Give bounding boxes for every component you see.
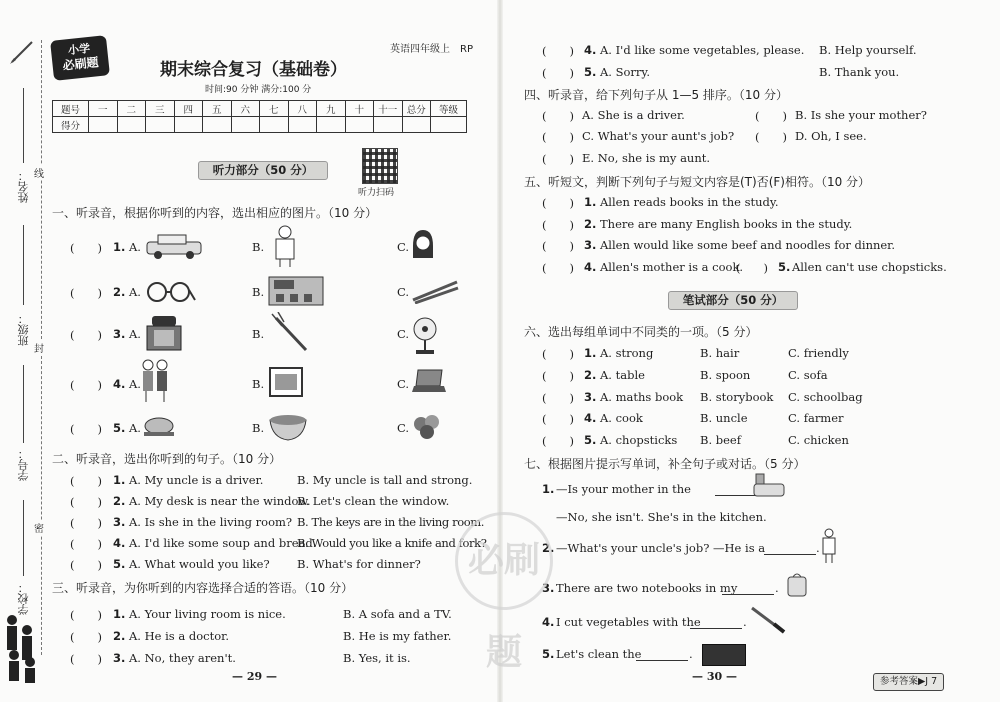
answer-bracket[interactable]: ( ) bbox=[542, 347, 574, 361]
option-b: B. Help yourself. bbox=[819, 43, 917, 57]
qr-code-icon[interactable] bbox=[362, 148, 398, 184]
question-number: 3. bbox=[113, 515, 126, 529]
option-c-label: C. bbox=[397, 421, 410, 435]
score-input-cell[interactable] bbox=[203, 117, 232, 133]
score-input-cell[interactable] bbox=[402, 117, 431, 133]
logo-text-2: 必刷题 bbox=[61, 55, 100, 73]
option-b-label: B. bbox=[252, 240, 265, 254]
vegetables-icon[interactable] bbox=[412, 412, 442, 440]
option-b: B. My uncle is tall and strong. bbox=[297, 473, 473, 487]
computer-icon[interactable] bbox=[412, 368, 446, 394]
option-b: B. What's for dinner? bbox=[297, 557, 421, 571]
word-c: C. sofa bbox=[788, 368, 828, 382]
word-a: A. maths book bbox=[600, 390, 684, 404]
schoolbag-icon bbox=[785, 570, 809, 598]
section-3-title: 三、听录音，为你听到的内容选择合适的答语。（10 分） bbox=[52, 581, 354, 595]
answer-key-tag[interactable]: 参考答案▶J 7 bbox=[873, 673, 944, 691]
tf-statement: Allen reads books in the study. bbox=[600, 195, 779, 209]
option-b: B. Yes, it is. bbox=[343, 651, 411, 665]
option-a: A. No, they aren't. bbox=[129, 651, 236, 665]
option-a-label: A. bbox=[129, 327, 141, 341]
score-table-header-row bbox=[53, 101, 467, 117]
option-b-label: B. bbox=[252, 421, 265, 435]
question-number: 4. bbox=[542, 615, 555, 629]
option-b: B. He is my father. bbox=[343, 629, 452, 643]
score-input-cell[interactable] bbox=[146, 117, 175, 133]
score-input-cell[interactable] bbox=[431, 117, 467, 133]
answer-bracket[interactable]: ( ) bbox=[755, 109, 787, 123]
fill-suffix: . bbox=[816, 541, 820, 555]
section-5-title: 五、听短文，判断下列句子与短文内容是(T)否(F)相符。（10 分） bbox=[524, 175, 871, 189]
question-number: 1. bbox=[542, 482, 555, 496]
question-number: 2. bbox=[584, 368, 597, 382]
question-number: 3. bbox=[584, 390, 597, 404]
score-input-cell[interactable] bbox=[345, 117, 374, 133]
option-a: A. I'd like some soup and bread. bbox=[129, 536, 317, 550]
answer-bracket[interactable]: ( ) bbox=[70, 630, 102, 644]
answer-bracket[interactable]: ( ) bbox=[542, 261, 574, 275]
phone-icon[interactable] bbox=[144, 314, 184, 352]
answer-bracket[interactable]: ( ) bbox=[70, 328, 102, 342]
score-cell: 七 bbox=[260, 101, 289, 117]
sentence-b: B. Is she your mother? bbox=[795, 108, 927, 122]
section-7-title: 七、根据图片提示写单词，补全句子或对话。（5 分） bbox=[524, 457, 806, 471]
fill-prompt: —Is your mother in the bbox=[556, 482, 691, 496]
fill-blank[interactable] bbox=[722, 594, 774, 595]
word-a: A. chopsticks bbox=[600, 433, 678, 447]
fill-suffix: . bbox=[743, 615, 747, 629]
answer-bracket[interactable]: ( ) bbox=[70, 422, 102, 436]
chicken-icon[interactable] bbox=[142, 414, 176, 438]
class-blank[interactable] bbox=[23, 225, 24, 305]
option-a-label: A. bbox=[129, 377, 141, 391]
score-input-cell[interactable] bbox=[374, 117, 403, 133]
section-4-title: 四、听录音，给下列句子从 1—5 排序。（10 分） bbox=[524, 88, 788, 102]
fill-blank[interactable] bbox=[636, 660, 688, 661]
option-b: B. Let's clean the window. bbox=[297, 494, 450, 508]
sentence-c: C. What's your aunt's job? bbox=[582, 129, 735, 143]
tf-statement: Allen can't use chopsticks. bbox=[792, 260, 947, 274]
question-number: 1. bbox=[584, 195, 597, 209]
section-2-title: 二、听录音，选出你听到的句子。（10 分） bbox=[52, 452, 282, 466]
score-cell: 等级 bbox=[431, 101, 467, 117]
question-number: 5. bbox=[542, 647, 555, 661]
classroom-icon[interactable] bbox=[268, 276, 324, 306]
answer-bracket[interactable]: ( ) bbox=[542, 66, 574, 80]
answer-bracket[interactable]: ( ) bbox=[542, 412, 574, 426]
school-blank[interactable] bbox=[23, 500, 24, 576]
word-c: C. farmer bbox=[788, 411, 844, 425]
watermark-seal: 必刷题 bbox=[455, 512, 553, 610]
brand-logo bbox=[50, 35, 110, 81]
option-a: A. Your living room is nice. bbox=[129, 607, 286, 621]
word-a: A. cook bbox=[600, 411, 643, 425]
option-c-label: C. bbox=[397, 377, 410, 391]
doctor-icon bbox=[820, 528, 838, 564]
fork-icon[interactable] bbox=[268, 312, 310, 354]
question-number: 5. bbox=[113, 557, 126, 571]
question-number: 1. bbox=[113, 240, 126, 254]
option-a-label: A. bbox=[129, 240, 141, 254]
answer-bracket[interactable]: ( ) bbox=[542, 391, 574, 405]
answer-bracket[interactable]: ( ) bbox=[70, 286, 102, 300]
option-b: B. Would you like a knife and fork? bbox=[297, 536, 487, 550]
score-cell: 题号 bbox=[53, 101, 89, 117]
name-blank[interactable] bbox=[23, 88, 24, 163]
word-c: C. schoolbag bbox=[788, 390, 863, 404]
score-cell: 十 bbox=[345, 101, 374, 117]
score-table bbox=[52, 100, 467, 133]
answer-bracket[interactable]: ( ) bbox=[542, 130, 574, 144]
score-cell: 一 bbox=[89, 101, 118, 117]
score-cell: 五 bbox=[203, 101, 232, 117]
question-number: 5. bbox=[584, 65, 597, 79]
word-a: A. table bbox=[600, 368, 645, 382]
sentence-e: E. No, she is my aunt. bbox=[582, 151, 711, 165]
answer-bracket[interactable]: ( ) bbox=[70, 378, 102, 392]
student-id-blank[interactable] bbox=[23, 365, 24, 443]
answer-bracket[interactable]: ( ) bbox=[542, 434, 574, 448]
answer-bracket[interactable]: ( ) bbox=[70, 608, 102, 622]
chopsticks-icon[interactable] bbox=[410, 278, 460, 304]
answer-bracket[interactable]: ( ) bbox=[70, 474, 102, 488]
knife-icon bbox=[748, 604, 788, 636]
option-a: A. He is a doctor. bbox=[129, 629, 230, 643]
answer-bracket[interactable]: ( ) bbox=[542, 44, 574, 58]
score-cell: 十一 bbox=[374, 101, 403, 117]
option-a: A. I'd like some vegetables, please. bbox=[600, 43, 805, 57]
glasses-icon[interactable] bbox=[144, 280, 196, 304]
sentence-d: D. Oh, I see. bbox=[795, 129, 867, 143]
word-b: B. spoon bbox=[700, 368, 751, 382]
fill-prompt: There are two notebooks in my bbox=[556, 581, 738, 595]
word-b: B. uncle bbox=[700, 411, 748, 425]
right-page-number: — 30 — bbox=[692, 670, 737, 683]
question-number: 1. bbox=[113, 607, 126, 621]
question-number: 4. bbox=[584, 43, 597, 57]
couple-icon[interactable] bbox=[140, 358, 170, 404]
score-input-cell[interactable] bbox=[288, 117, 317, 133]
option-b: B. Thank you. bbox=[819, 65, 900, 79]
score-cell: 八 bbox=[288, 101, 317, 117]
fill-prompt: I cut vegetables with the bbox=[556, 615, 701, 629]
option-a: A. My desk is near the window. bbox=[129, 494, 311, 508]
blackboard-icon bbox=[702, 644, 746, 666]
tf-statement: There are many English books in the study. bbox=[600, 217, 853, 231]
option-c-label: C. bbox=[397, 327, 410, 341]
word-b: B. hair bbox=[700, 346, 740, 360]
question-number: 4. bbox=[584, 260, 597, 274]
binding-mark-seal: 封 bbox=[34, 340, 44, 355]
option-a: A. What would you like? bbox=[129, 557, 270, 571]
score-cell: 六 bbox=[231, 101, 260, 117]
word-a: A. strong bbox=[600, 346, 654, 360]
question-number: 2. bbox=[584, 217, 597, 231]
bathroom-icon bbox=[752, 470, 786, 500]
answer-bracket[interactable]: ( ) bbox=[70, 537, 102, 551]
option-b: B. The keys are in the living room. bbox=[297, 515, 485, 529]
answer-bracket[interactable]: ( ) bbox=[542, 152, 574, 166]
score-row-label: 得分 bbox=[53, 117, 89, 133]
fill-blank[interactable] bbox=[690, 628, 742, 629]
score-cell: 二 bbox=[117, 101, 146, 117]
score-cell: 三 bbox=[146, 101, 175, 117]
question-number: 2. bbox=[113, 285, 126, 299]
answer-bracket[interactable]: ( ) bbox=[542, 239, 574, 253]
answer-bracket[interactable]: ( ) bbox=[542, 109, 574, 123]
school-label: 学校： bbox=[17, 582, 30, 615]
option-b: B. A sofa and a TV. bbox=[343, 607, 452, 621]
answer-bracket[interactable]: ( ) bbox=[755, 130, 787, 144]
word-c: C. friendly bbox=[788, 346, 849, 360]
tf-statement: Allen would like some beef and noodles for dinner. bbox=[600, 238, 896, 252]
question-number: 1. bbox=[584, 346, 597, 360]
option-a: A. Is she in the living room? bbox=[129, 515, 293, 529]
photo-icon[interactable] bbox=[268, 366, 304, 398]
score-input-cell[interactable] bbox=[231, 117, 260, 133]
question-number: 2. bbox=[113, 629, 126, 643]
fill-suffix: . bbox=[689, 647, 693, 661]
score-input-cell[interactable] bbox=[117, 117, 146, 133]
score-cell: 总分 bbox=[402, 101, 431, 117]
question-number: 4. bbox=[113, 377, 126, 391]
time-info: 时间:90 分钟 满分:100 分 bbox=[205, 85, 312, 95]
woman-icon[interactable] bbox=[410, 228, 436, 264]
children-silhouette-icon bbox=[2, 610, 42, 685]
class-label: 班级： bbox=[17, 313, 30, 346]
option-b-label: B. bbox=[252, 377, 265, 391]
fill-prompt: —What's your uncle's job? —He is a bbox=[556, 541, 766, 555]
score-cell: 四 bbox=[174, 101, 203, 117]
fill-prompt: Let's clean the bbox=[556, 647, 642, 661]
option-b-label: B. bbox=[252, 327, 265, 341]
word-b: B. storybook bbox=[700, 390, 774, 404]
qr-caption: 听力扫码 bbox=[358, 188, 395, 198]
option-b-label: B. bbox=[252, 285, 265, 299]
answer-bracket[interactable]: ( ) bbox=[542, 218, 574, 232]
question-number: 3. bbox=[542, 581, 555, 595]
question-number: 2. bbox=[542, 541, 555, 555]
question-number: 5. bbox=[778, 260, 791, 274]
word-c: C. chicken bbox=[788, 433, 849, 447]
student-id-label: 学号： bbox=[17, 448, 30, 481]
option-a-label: A. bbox=[129, 285, 141, 299]
option-a: A. My uncle is a driver. bbox=[129, 473, 264, 487]
fan-icon[interactable] bbox=[410, 316, 440, 356]
taxi-icon[interactable] bbox=[144, 232, 204, 260]
question-number: 5. bbox=[584, 433, 597, 447]
answer-bracket[interactable]: ( ) bbox=[70, 241, 102, 255]
grade-tag: 英语四年级上 RP bbox=[390, 44, 473, 55]
binding-mark-line: 线 bbox=[34, 165, 44, 180]
answer-bracket[interactable]: ( ) bbox=[70, 516, 102, 530]
option-c-label: C. bbox=[397, 240, 410, 254]
logo-text-1: 小学 bbox=[67, 41, 91, 58]
option-c-label: C. bbox=[397, 285, 410, 299]
left-page-number: — 29 — bbox=[232, 670, 277, 683]
question-number: 4. bbox=[113, 536, 126, 550]
doctor-icon[interactable] bbox=[270, 224, 300, 268]
dialog-reply: —No, she isn't. She's in the kitchen. bbox=[556, 510, 767, 524]
question-number: 3. bbox=[584, 238, 597, 252]
sentence-a: A. She is a driver. bbox=[582, 108, 685, 122]
tf-statement: Allen's mother is a cook. bbox=[600, 260, 744, 274]
writing-banner: 笔试部分（50 分） bbox=[668, 291, 798, 310]
score-input-cell[interactable] bbox=[260, 117, 289, 133]
name-label: 姓名： bbox=[17, 170, 30, 203]
answer-bracket[interactable]: ( ) bbox=[736, 261, 768, 275]
binding-mark-secret: 密 bbox=[34, 520, 44, 535]
question-number: 1. bbox=[113, 473, 126, 487]
question-number: 5. bbox=[113, 421, 126, 435]
question-number: 2. bbox=[113, 494, 126, 508]
option-a-label: A. bbox=[129, 421, 141, 435]
answer-bracket[interactable]: ( ) bbox=[70, 652, 102, 666]
score-input-cell[interactable] bbox=[317, 117, 346, 133]
fill-blank[interactable] bbox=[764, 554, 816, 555]
question-number: 3. bbox=[113, 651, 126, 665]
answer-bracket[interactable]: ( ) bbox=[70, 495, 102, 509]
question-number: 3. bbox=[113, 327, 126, 341]
answer-bracket[interactable]: ( ) bbox=[542, 369, 574, 383]
section-1-title: 一、听录音，根据你听到的内容，选出相应的图片。（10 分） bbox=[52, 206, 378, 220]
question-number: 4. bbox=[584, 411, 597, 425]
score-table-score-row bbox=[53, 117, 467, 133]
answer-bracket[interactable]: ( ) bbox=[542, 196, 574, 210]
word-b: B. beef bbox=[700, 433, 741, 447]
section-6-title: 六、选出每组单词中不同类的一项。（5 分） bbox=[524, 325, 758, 339]
answer-bracket[interactable]: ( ) bbox=[70, 558, 102, 572]
score-input-cell[interactable] bbox=[89, 117, 118, 133]
fill-suffix: . bbox=[775, 581, 779, 595]
listening-banner: 听力部分（50 分） bbox=[198, 161, 328, 180]
score-input-cell[interactable] bbox=[174, 117, 203, 133]
score-cell: 九 bbox=[317, 101, 346, 117]
soup-icon[interactable] bbox=[268, 408, 308, 442]
pencil-icon bbox=[8, 36, 38, 66]
page-title: 期末综合复习（基础卷） bbox=[160, 60, 347, 80]
option-a: A. Sorry. bbox=[600, 65, 651, 79]
